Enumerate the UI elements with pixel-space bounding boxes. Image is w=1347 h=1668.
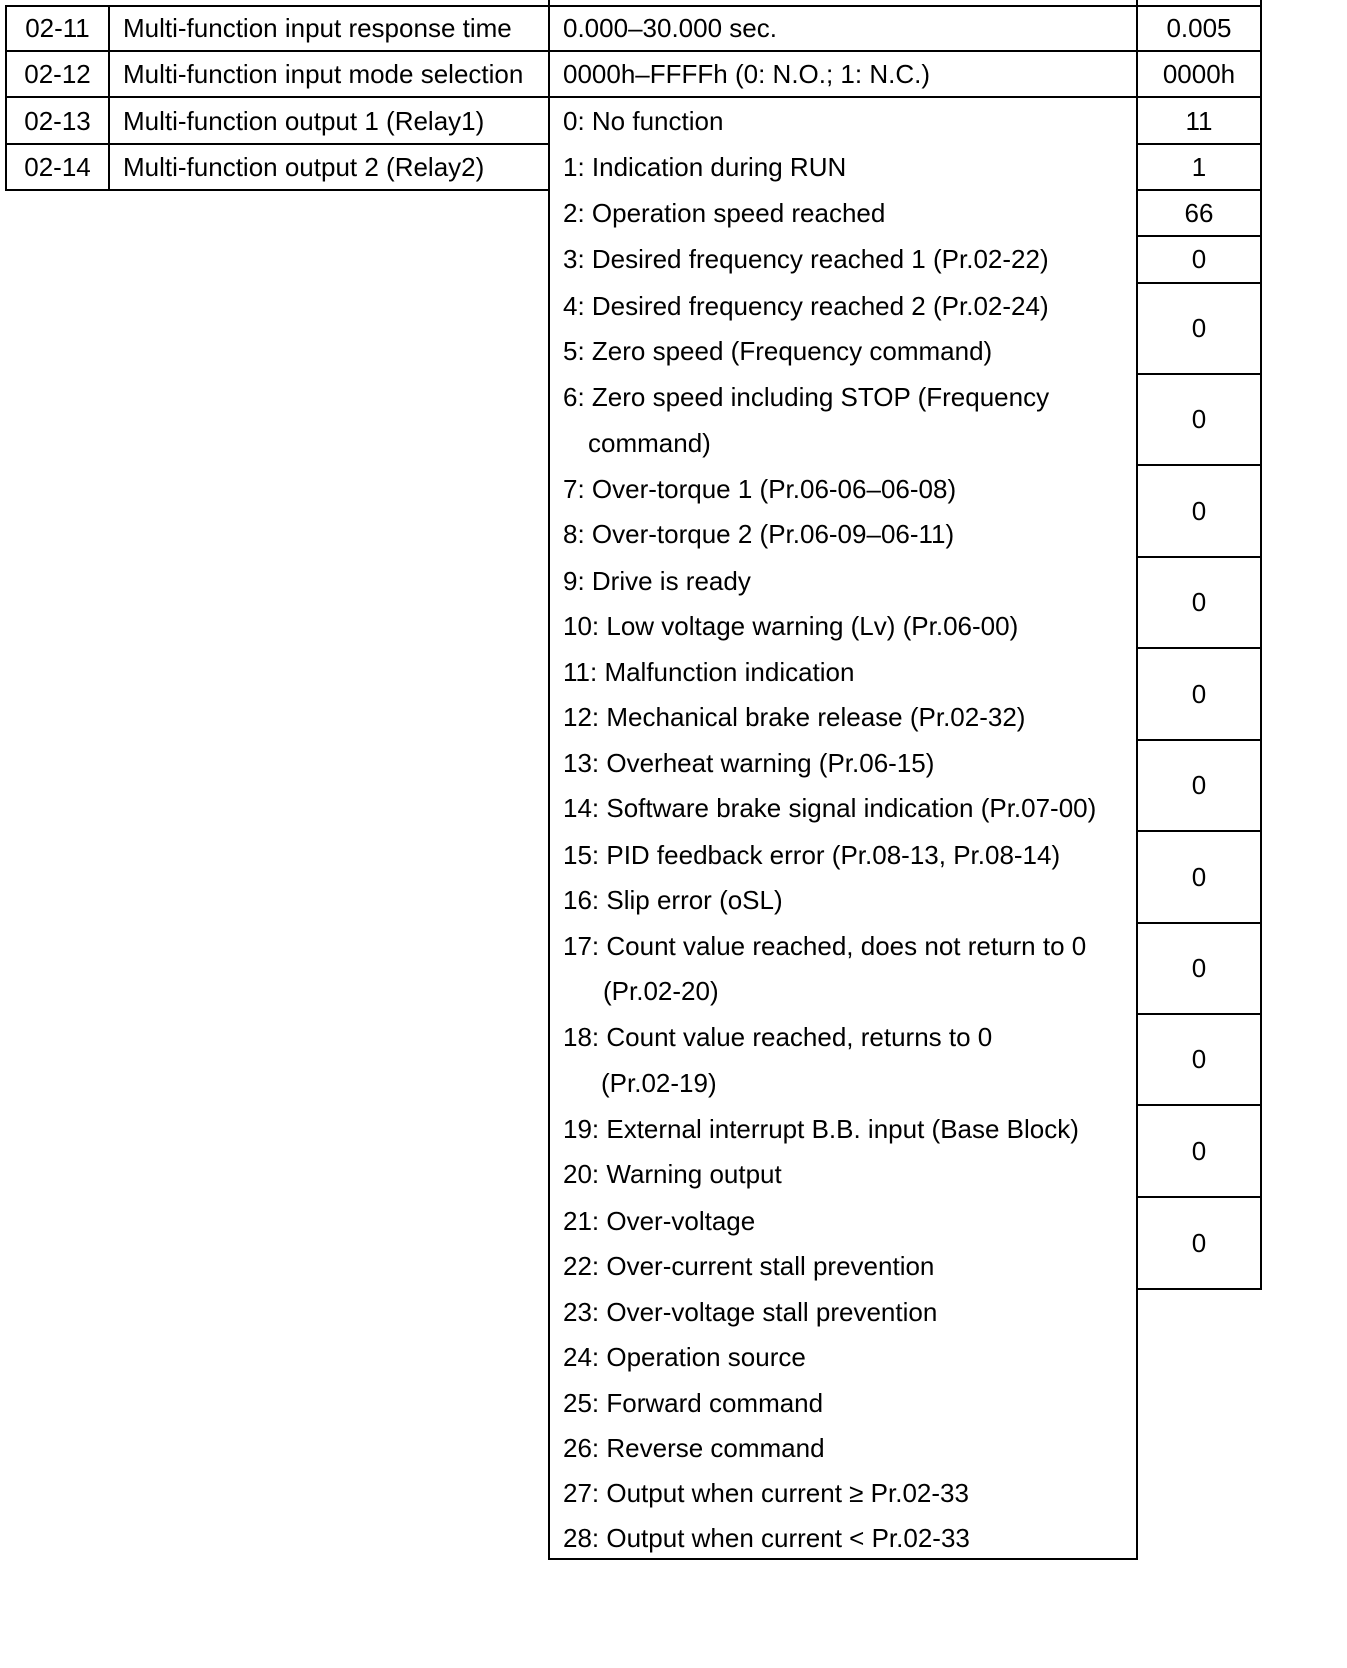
default-value: 0 <box>1191 1044 1207 1074</box>
param-default: 11 <box>1185 106 1213 136</box>
param-name: Multi-function input response time <box>123 13 512 43</box>
grid-line <box>5 50 1262 52</box>
grid-line <box>1136 556 1262 558</box>
param-name: Multi-function output 2 (Relay2) <box>123 152 485 182</box>
option-item: 1: Indication during RUN <box>563 152 847 182</box>
option-item: 27: Output when current ≥ Pr.02-33 <box>563 1478 969 1508</box>
param-setting: 0.000–30.000 sec. <box>563 13 777 43</box>
default-value: 0 <box>1191 770 1207 800</box>
option-item: 25: Forward command <box>563 1388 824 1418</box>
grid-line <box>1136 464 1262 466</box>
param-code: 02-11 <box>25 13 90 43</box>
param-code: 02-13 <box>24 106 91 136</box>
default-value: 0 <box>1191 1228 1207 1258</box>
grid-line <box>108 5 110 191</box>
grid-line <box>1136 1013 1262 1015</box>
option-item: 28: Output when current < Pr.02-33 <box>563 1523 970 1553</box>
grid-line <box>1136 647 1262 649</box>
grid-line <box>1136 830 1262 832</box>
option-item: 3: Desired frequency reached 1 (Pr.02-22) <box>563 244 1049 274</box>
grid-line <box>1260 0 1262 1290</box>
option-item: 10: Low voltage warning (Lv) (Pr.06-00) <box>563 611 1019 641</box>
option-item: 21: Over-voltage <box>563 1206 756 1236</box>
default-value: 0 <box>1191 1136 1207 1166</box>
param-default: 1 <box>1191 152 1207 182</box>
default-value: 0 <box>1191 496 1207 526</box>
option-item: 7: Over-torque 1 (Pr.06-06–06-08) <box>563 474 957 504</box>
default-value: 0 <box>1191 404 1207 434</box>
option-item: 24: Operation source <box>563 1342 806 1372</box>
option-item: 6: Zero speed including STOP (Frequency <box>563 382 1050 412</box>
grid-line <box>1136 739 1262 741</box>
option-item: 14: Software brake signal indication (Pr.07-00) <box>563 793 1097 823</box>
option-item: (Pr.02-19) <box>601 1068 717 1098</box>
param-default: 0000h <box>1162 59 1236 89</box>
param-name: Multi-function input mode selection <box>123 59 524 89</box>
default-value: 0 <box>1191 679 1207 709</box>
option-item: (Pr.02-20) <box>603 976 719 1006</box>
grid-line <box>1136 373 1262 375</box>
grid-line <box>1136 922 1262 924</box>
option-item: 4: Desired frequency reached 2 (Pr.02-24) <box>563 291 1049 321</box>
option-item: command) <box>588 428 711 458</box>
option-item: 11: Malfunction indication <box>563 657 855 687</box>
grid-line <box>1136 143 1262 145</box>
grid-line <box>1136 1104 1262 1106</box>
param-code: 02-14 <box>24 152 91 182</box>
grid-line <box>548 1558 1138 1560</box>
grid-line <box>1136 189 1262 191</box>
default-value: 0 <box>1191 953 1207 983</box>
option-item: 5: Zero speed (Frequency command) <box>563 336 993 366</box>
default-value: 0 <box>1191 244 1207 274</box>
option-item: 2: Operation speed reached <box>563 198 886 228</box>
param-default: 0.005 <box>1166 13 1232 43</box>
default-value: 0 <box>1191 587 1207 617</box>
grid-line <box>5 5 1262 7</box>
option-item: 18: Count value reached, returns to 0 <box>563 1022 993 1052</box>
grid-line <box>1136 235 1262 237</box>
grid-line <box>5 143 550 145</box>
grid-line <box>5 189 550 191</box>
option-item: 15: PID feedback error (Pr.08-13, Pr.08-14) <box>563 840 1061 870</box>
option-item: 20: Warning output <box>563 1159 782 1189</box>
option-item: 12: Mechanical brake release (Pr.02-32) <box>563 702 1026 732</box>
grid-line <box>5 96 1262 98</box>
param-setting: 0000h–FFFFh (0: N.O.; 1: N.C.) <box>563 59 930 89</box>
grid-line <box>548 0 550 1560</box>
option-item: 16: Slip error (oSL) <box>563 885 783 915</box>
option-item: 22: Over-current stall prevention <box>563 1251 935 1281</box>
grid-line <box>1136 282 1262 284</box>
option-item: 8: Over-torque 2 (Pr.06-09–06-11) <box>563 519 955 549</box>
option-item: 13: Overheat warning (Pr.06-15) <box>563 748 935 778</box>
default-value: 0 <box>1191 313 1207 343</box>
option-item: 17: Count value reached, does not return to 0 <box>563 931 1087 961</box>
default-value: 66 <box>1184 198 1214 228</box>
param-code: 02-12 <box>24 59 91 89</box>
default-value: 0 <box>1191 862 1207 892</box>
option-item: 0: No function <box>563 106 724 136</box>
grid-line <box>1136 1196 1262 1198</box>
option-item: 26: Reverse command <box>563 1433 825 1463</box>
grid-line <box>1136 1288 1262 1290</box>
option-item: 23: Over-voltage stall prevention <box>563 1297 938 1327</box>
option-item: 19: External interrupt B.B. input (Base Block) <box>563 1114 1079 1144</box>
option-item: 9: Drive is ready <box>563 566 751 596</box>
param-name: Multi-function output 1 (Relay1) <box>123 106 485 136</box>
